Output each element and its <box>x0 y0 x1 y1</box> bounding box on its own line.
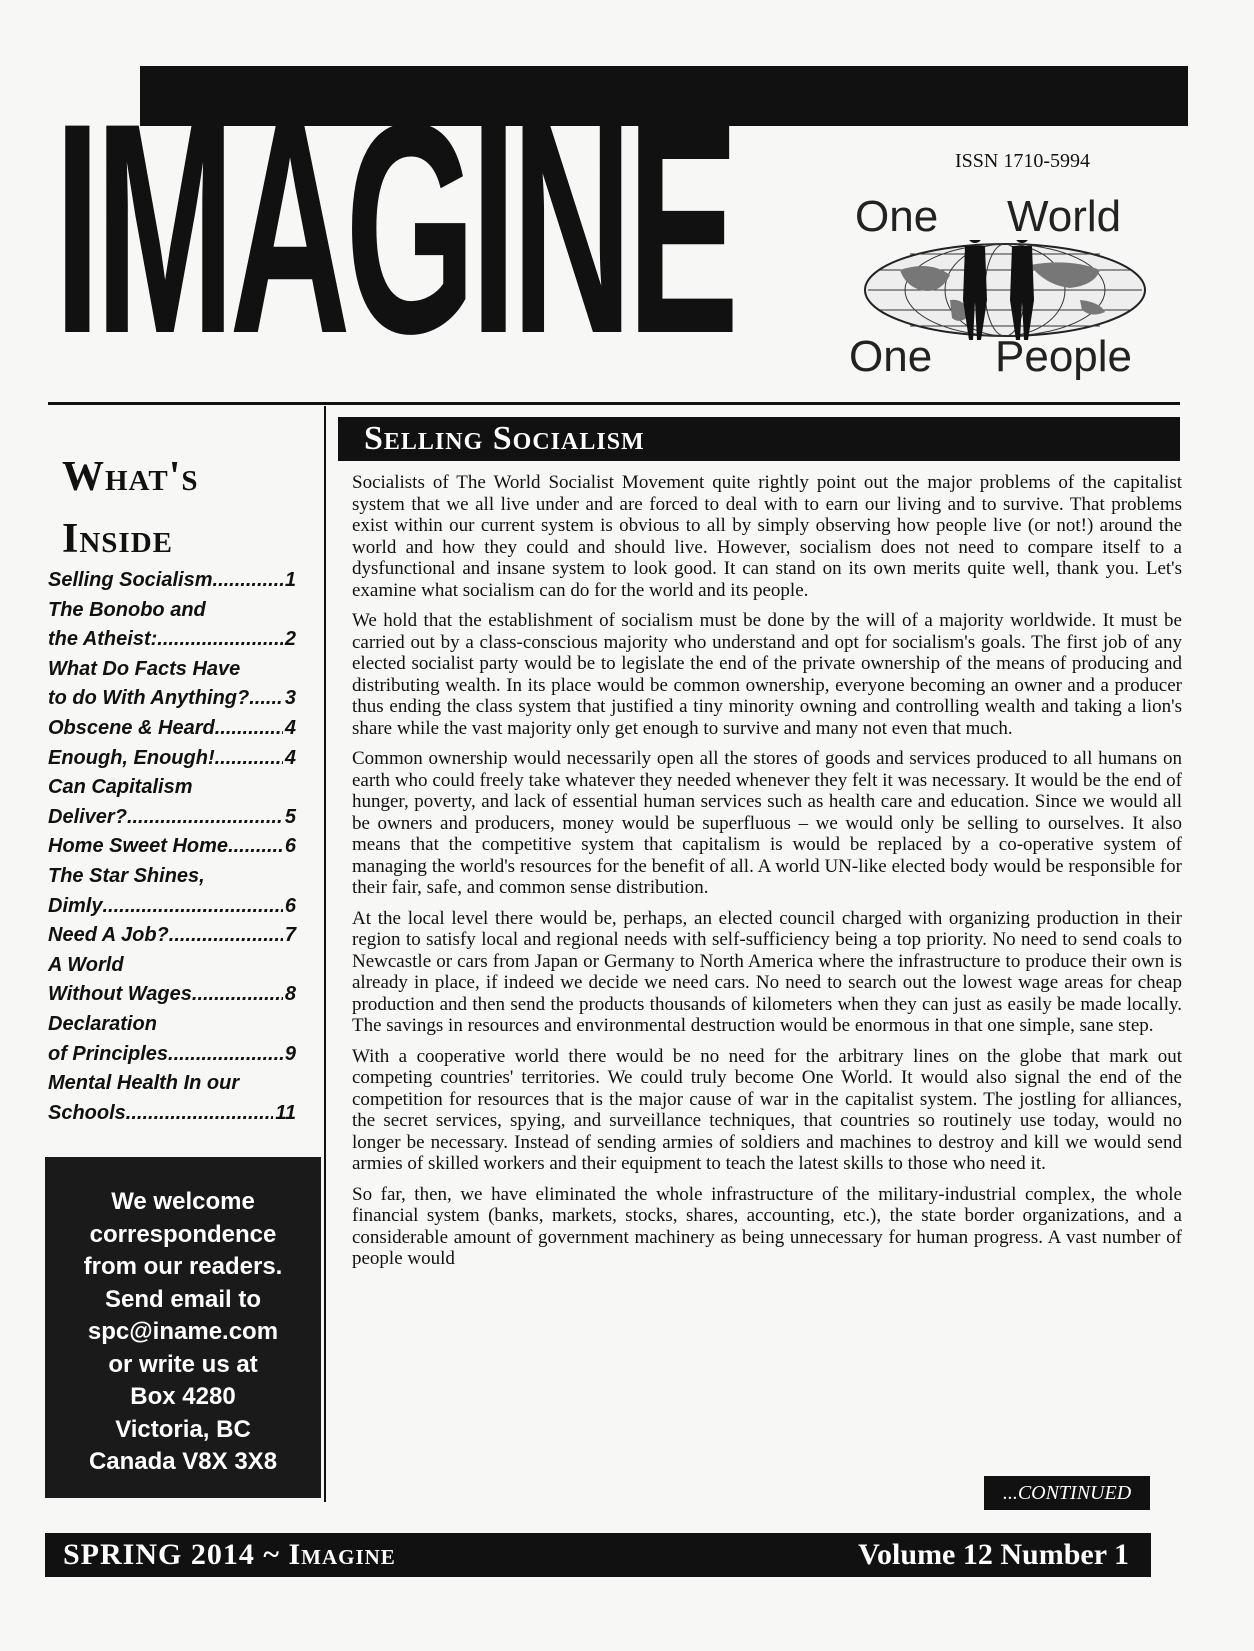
article-paragraph: Common ownership would necessarily open all the stores of goods and services produced to all humans on earth who could freely take whatever they needed whenever they felt it was necessary. It would be the end of hunger, poverty, and lack of essential human services such as health care and education. Since we would all be owners and producers, money would be superfluous – we would only be selling to ourselves. It also means that the competitive system that capitalism is would be replaced by a co-operative system of managing the world's resources for the benefit of all. A world UN-like elected body would be responsible for their fair, safe, and common sense distribution. <box>352 748 1182 898</box>
toc-leader <box>192 980 283 1010</box>
toc-page-number: 8 <box>284 983 296 1006</box>
toc-leader <box>102 892 282 922</box>
toc-title: The Star Shines, <box>48 864 205 887</box>
toc-title: Without Wages <box>48 983 192 1006</box>
heading-line-2: Inside <box>62 516 173 562</box>
toc-entry[interactable] <box>48 655 296 714</box>
toc-leader <box>127 803 283 833</box>
toc-entry[interactable] <box>48 1010 296 1069</box>
toc-page-number: 5 <box>284 805 296 828</box>
toc-title: Need A Job? <box>48 924 169 947</box>
toc-leader <box>168 1040 283 1070</box>
logo-word-one-2: One <box>849 332 933 381</box>
toc-title: Can Capitalism <box>48 776 193 799</box>
toc-page-number: 9 <box>284 1042 296 1065</box>
logo-word-one: One <box>855 192 939 241</box>
toc-leader <box>249 684 283 714</box>
toc-title: Selling Socialism <box>48 569 213 591</box>
heading-line-1: What's <box>62 454 199 500</box>
article-body <box>352 472 1182 1279</box>
toc-title: Enough, Enough! <box>48 746 215 769</box>
toc-leader <box>213 566 283 596</box>
toc-page-number: 2 <box>284 628 296 651</box>
column-divider <box>324 406 326 1502</box>
toc-title: the Atheist: <box>48 628 158 651</box>
logo-word-world: World <box>1007 192 1122 241</box>
toc-title: The Bonobo and <box>48 598 206 621</box>
toc-title: Obscene & Heard <box>48 716 215 739</box>
article-paragraph: So far, then, we have eliminated the whole infrastructure of the military-industrial complex, the whole financial system (banks, markets, stocks, shares, accounting, etc.), the state border organizations, and a considerable amount of government machinery as being unnecessary for human progress. A vast number of people would <box>352 1183 1182 1269</box>
toc-page-number: 4 <box>284 716 296 739</box>
toc-entry[interactable] <box>48 1069 296 1128</box>
volume-number: Volume 12 Number 1 <box>858 1538 1129 1571</box>
article-paragraph: We hold that the establishment of socialism must be done by the will of a majority worldwide. It must be carried out by a class-conscious majority who understand and opt for socialism's goals. The first job of any elected socialist party would be to legislate the end of the private ownership of the means of producing and distributing wealth. In its place would be common ownership, everyone becoming an owner and a producer thus ending the class system that justified a tiny minority owning and controlling wealth and taking a lion's share while the vast majority only get enough to survive and many not even that much. <box>352 610 1182 739</box>
toc-entry[interactable] <box>48 862 296 921</box>
toc-leader <box>215 744 283 774</box>
article-paragraph: With a cooperative world there would be no need for the arbitrary lines on the globe that mark out competing countries' territories. We could truly become One World. It would also signal the end of the competition for resources that is the major cause of war in the capitalist system. The jostling for alliances, the secret services, spying, and surveillance techniques, that countries so routinely use today, would no longer be necessary. Instead of sending armies of soldiers and machines to destroy and kill we would send armies of skilled workers and their equipment to teach the latest skills to those who need it. <box>352 1045 1182 1174</box>
contact-line: Send email to <box>104 1285 262 1313</box>
contact-line: We welcome <box>111 1188 255 1215</box>
toc-leader <box>215 714 283 744</box>
toc-title: Deliver? <box>48 805 127 828</box>
table-of-contents <box>48 566 296 1128</box>
toc-page-number: 6 <box>284 835 296 858</box>
footer-bar <box>45 1533 1151 1577</box>
contact-line: correspondence <box>89 1220 277 1248</box>
toc-page-number: 3 <box>284 687 296 710</box>
toc-page-number: 11 <box>275 1101 296 1124</box>
toc-page-number: 6 <box>284 894 296 917</box>
toc-entry[interactable] <box>48 832 296 862</box>
toc-leader <box>157 625 283 655</box>
toc-entry[interactable] <box>48 921 296 951</box>
toc-leader <box>126 1099 273 1129</box>
toc-entry[interactable] <box>48 744 296 774</box>
contact-line: Box 4280 <box>130 1383 236 1410</box>
toc-title: A World <box>48 953 124 976</box>
issn-number: ISSN 1710-5994 <box>955 150 1091 172</box>
toc-leader <box>228 832 283 862</box>
contact-line: or write us at <box>108 1350 258 1378</box>
toc-title: What Do Facts Have <box>48 657 241 680</box>
article-paragraph: Socialists of The World Socialist Movement quite rightly point out the major problems of the capitalist system that we all live under and are forced to deal with to earn our living and to survive. That problems exist within our current system is obvious to all by simply observing how people live (or not!) around the world and how they could and should live. However, socialism does not need to compare itself to a dysfunctional and insane system to look good. It can stand on its own merits quite well, thank you. Let's examine what socialism can do for the world and its people. <box>352 472 1182 601</box>
toc-page-number: 1 <box>284 569 296 591</box>
toc-entry[interactable] <box>48 714 296 744</box>
contact-box <box>45 1157 321 1498</box>
toc-title: to do With Anything? <box>48 687 250 710</box>
globe-figures-icon <box>860 240 1150 340</box>
toc-entry[interactable] <box>48 596 296 655</box>
whats-inside-heading <box>62 446 199 570</box>
toc-title: Mental Health In our <box>48 1072 240 1095</box>
contact-line: spc@iname.com <box>87 1318 279 1345</box>
toc-leader <box>169 921 283 951</box>
toc-page-number: 4 <box>284 746 296 769</box>
masthead-title: IMAGINE <box>54 60 734 396</box>
one-world-logo <box>849 192 1155 392</box>
toc-entry[interactable] <box>48 773 296 832</box>
toc-title: Declaration <box>48 1012 157 1035</box>
toc-title: Schools <box>48 1101 126 1124</box>
masthead-rule <box>48 402 1180 405</box>
contact-line: Canada V8X 3X8 <box>88 1448 278 1475</box>
contact-line: Victoria, BC <box>115 1415 251 1443</box>
article-paragraph: At the local level there would be, perhaps, an elected council charged with organizing production in their region to satisfy local and regional needs with self-sufficiency being a top priority. No need to send coals to Newcastle or cars from Japan or Germany to North America where the infrastructure to produce their own is already in place, if indeed we decide we need cars. No need to search out the lowest wage areas for cheap production and then send the products thousands of kilometers when they can just as easily be made locally. The savings in resources and environmental destruction would be enormous in that one simple, sane step. <box>352 907 1182 1036</box>
toc-page-number: 7 <box>284 924 296 947</box>
article-headline: Selling Socialism <box>338 417 1180 461</box>
issue-date: SPRING 2014 ~ Imagine <box>63 1538 396 1571</box>
toc-title: Dimly <box>48 894 103 917</box>
toc-entry[interactable] <box>48 951 296 1010</box>
contact-line: from our readers. <box>83 1253 283 1280</box>
logo-word-people: People <box>995 332 1133 381</box>
toc-title: Home Sweet Home <box>48 835 229 858</box>
toc-entry[interactable] <box>48 566 296 596</box>
toc-title: of Principles <box>48 1042 169 1065</box>
continued-label: ...CONTINUED <box>984 1476 1150 1510</box>
